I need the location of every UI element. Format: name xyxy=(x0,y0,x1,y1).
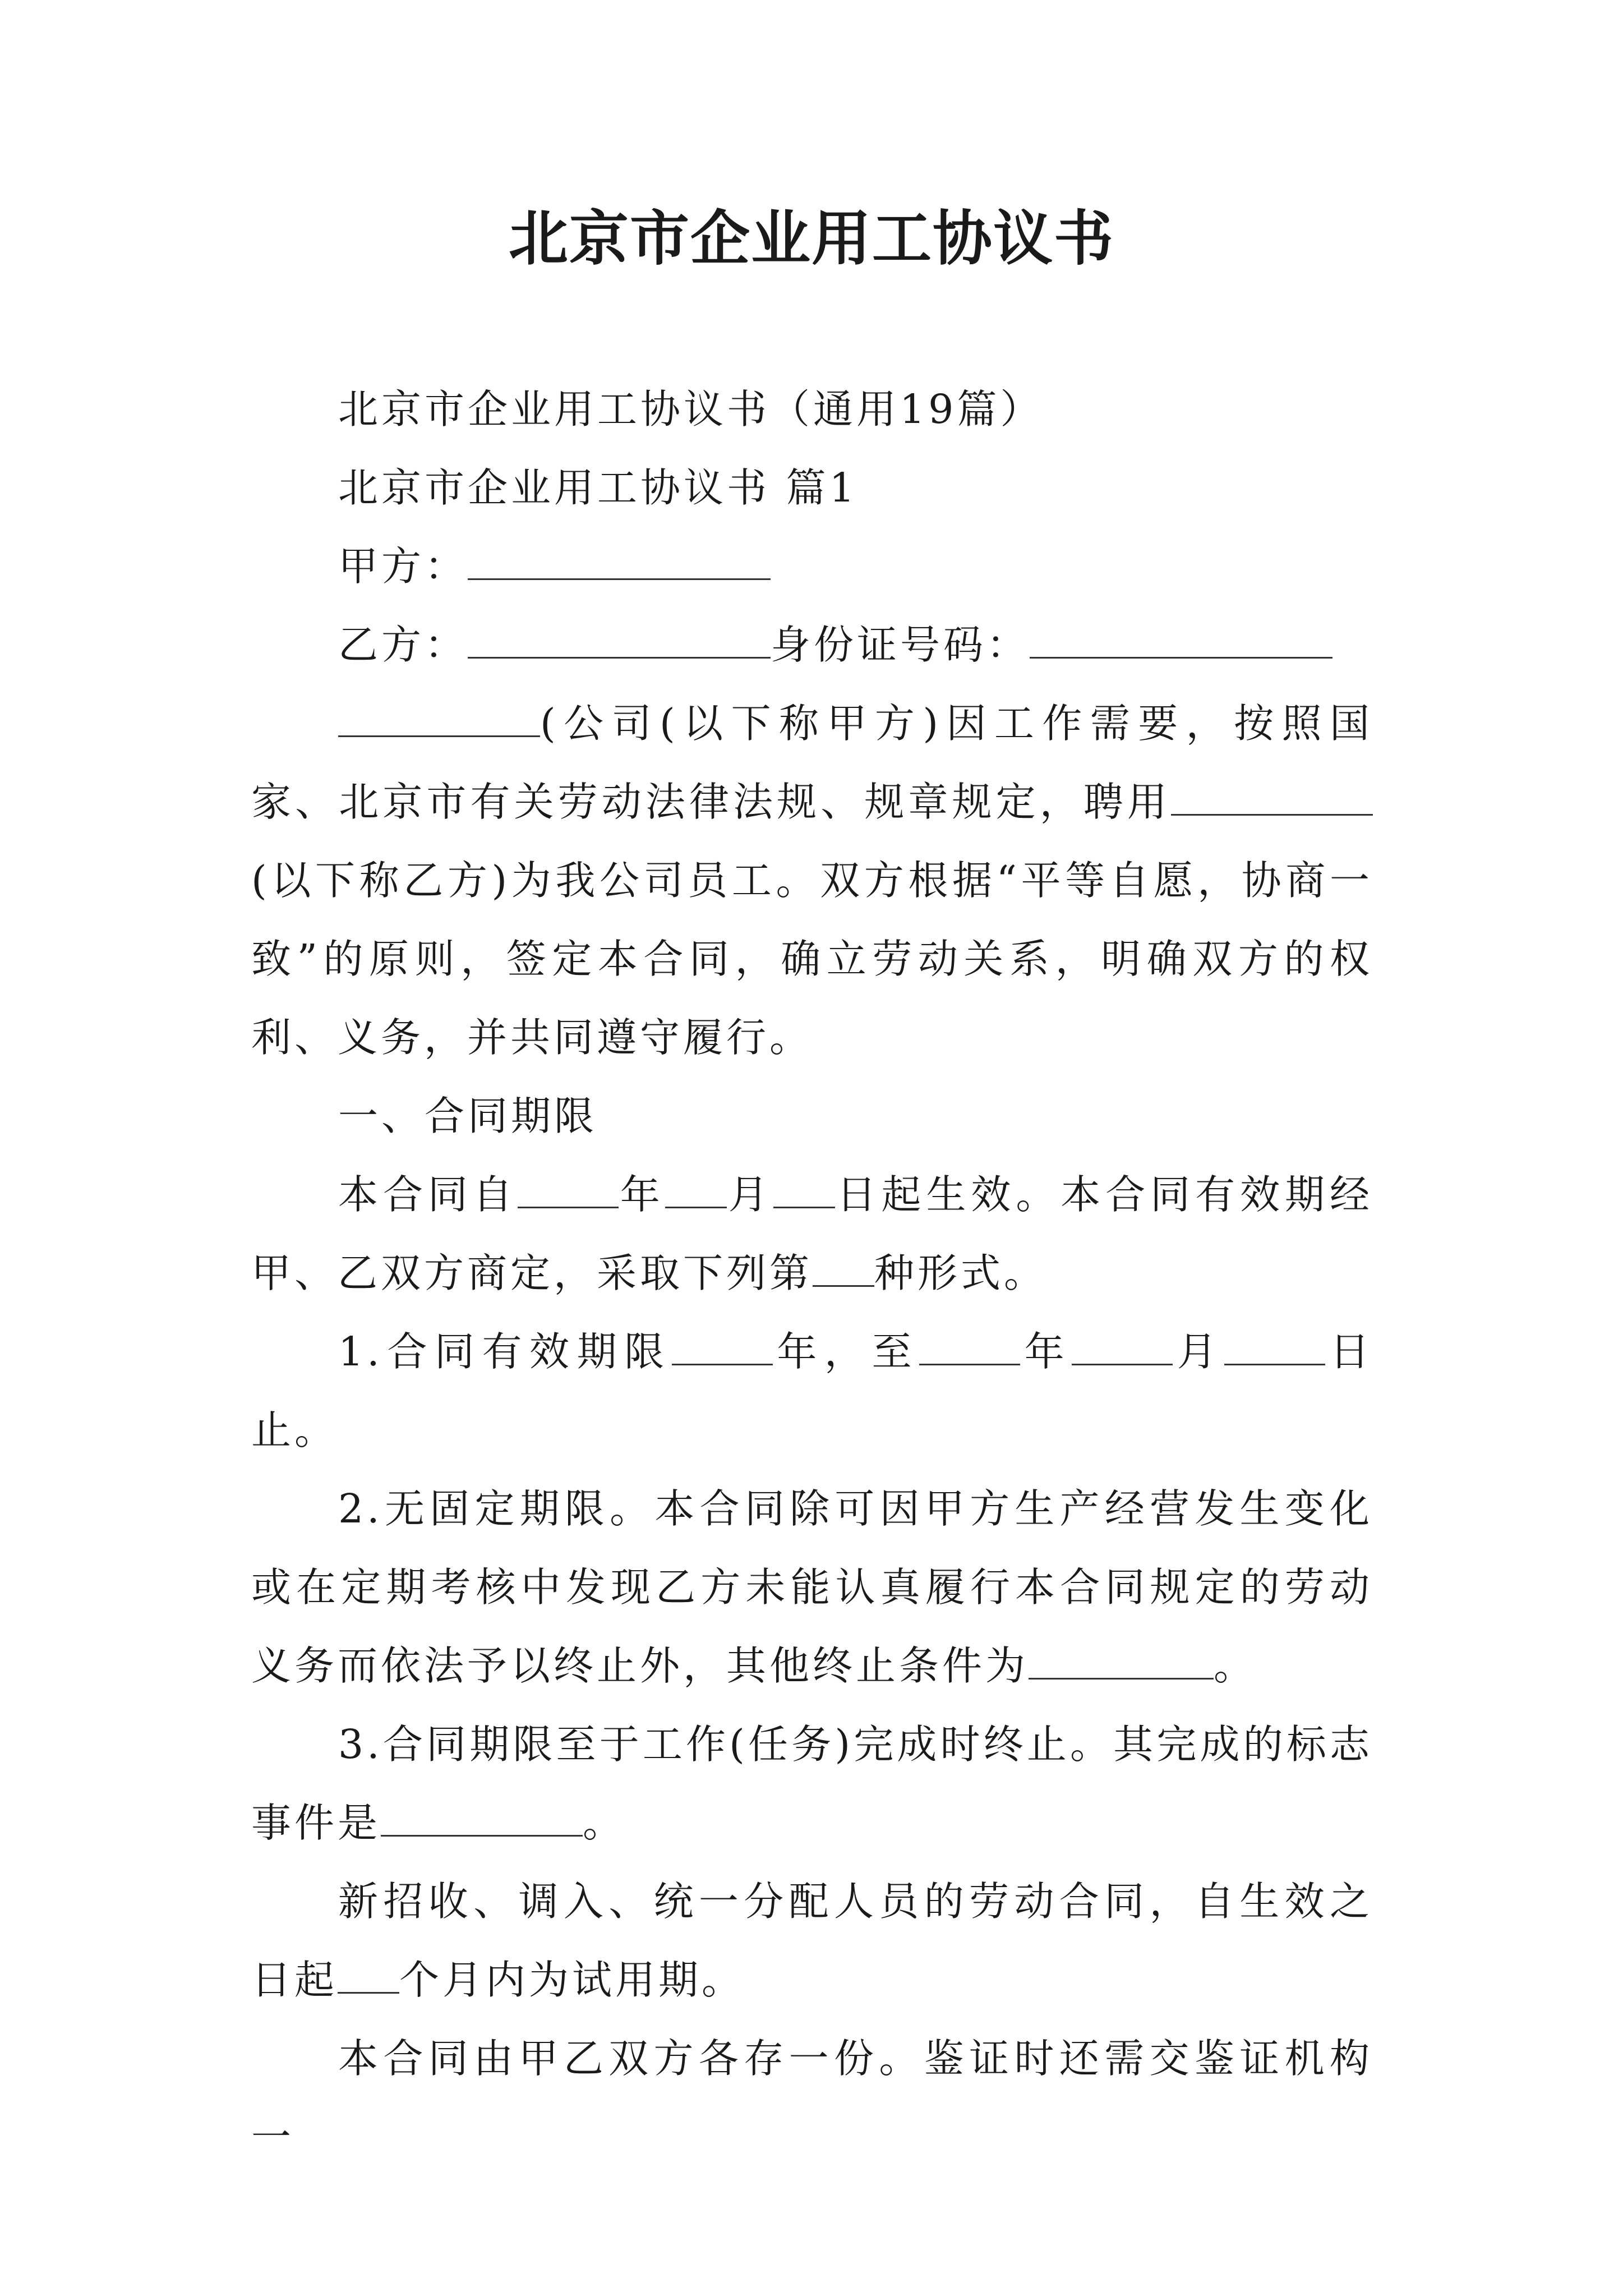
copies-paragraph: 本合同由甲乙双方各存一份。鉴证时还需交鉴证机构一 xyxy=(251,2035,1373,2160)
document-title: 北京市企业用工协议书 xyxy=(509,203,1114,273)
item-1-text-2: 年，至 xyxy=(772,1328,920,1375)
party-b-line xyxy=(251,606,1373,684)
effective-text-2: 年 xyxy=(618,1171,665,1218)
effective-text-5: 种形式。 xyxy=(874,1250,1048,1296)
intro-text-1: (公司(以下称甲方)因工作需要，按照国家、北京市有关劳动法律法规、规章规定，聘用 xyxy=(251,700,1373,825)
company-blank xyxy=(338,702,540,737)
effective-year-blank xyxy=(518,1173,619,1208)
section-heading: 北京市企业用工协议书 篇1 xyxy=(338,464,858,511)
item-1-paragraph xyxy=(251,1313,1373,1470)
effective-text-1: 本合同自 xyxy=(338,1171,518,1218)
item-3-paragraph xyxy=(251,1705,1373,1862)
form-number-blank xyxy=(813,1251,874,1287)
probation-text-1: 新招收、调入、统一分配人员的劳动合同，自生效之日起 xyxy=(251,1878,1373,2003)
effective-month-blank xyxy=(665,1173,727,1208)
item-1-text-3: 年 xyxy=(1020,1328,1072,1375)
end-year-blank xyxy=(919,1330,1020,1365)
document-body xyxy=(251,370,1373,2177)
item-1-text-1: 1.合同有效期限 xyxy=(338,1328,672,1375)
termination-condition-blank xyxy=(1029,1644,1214,1680)
item-2-text-1: 2.无固定期限。本合同除可因甲方生产经营发生变化或在定期考核中发现乙方未能认真履行本合同规定的劳动义务而依法予以终止外，其他终止条件为 xyxy=(251,1485,1373,1689)
term-years-blank xyxy=(672,1330,773,1365)
effective-text-4: 日起生效。本合同有效期经甲、乙双方商定，采取下列第 xyxy=(251,1171,1373,1296)
effective-date-paragraph xyxy=(251,1156,1373,1313)
probation-text-2: 个月内为试用期。 xyxy=(399,1957,745,2003)
probation-months-blank xyxy=(338,1958,399,1994)
party-b-blank xyxy=(468,623,771,659)
completion-event-blank xyxy=(381,1801,583,1837)
clause-1-heading: 一、合同期限 xyxy=(338,1093,598,1139)
party-a-line xyxy=(251,527,1373,606)
item-1-text-4: 月 xyxy=(1173,1328,1225,1375)
party-a-blank xyxy=(468,545,771,580)
item-1-text-5: 日止。 xyxy=(251,1328,1373,1453)
probation-paragraph xyxy=(251,1862,1373,2019)
effective-text-3: 月 xyxy=(726,1171,773,1218)
effective-day-blank xyxy=(773,1173,835,1208)
item-2-text-2: 。 xyxy=(1214,1642,1257,1689)
intro-text-2: (以下称乙方)为我公司员工。双方根据“平等自愿，协商一致”的原则，签定本合同，确立劳动关系，明确双方的权利、义务，并共同遵守履行。 xyxy=(251,857,1373,1061)
id-number-blank xyxy=(1030,623,1332,659)
end-month-blank xyxy=(1072,1330,1173,1365)
end-day-blank xyxy=(1224,1330,1325,1365)
employee-blank xyxy=(1171,780,1373,816)
intro-paragraph xyxy=(251,684,1373,1077)
id-number-label: 身份证号码： xyxy=(771,622,1030,668)
item-3-text-2: 。 xyxy=(583,1800,626,1846)
party-a-label: 甲方： xyxy=(338,543,468,590)
item-2-paragraph xyxy=(251,1470,1373,1705)
document-subtitle: 北京市企业用工协议书（通用19篇） xyxy=(338,386,1044,432)
item-3-text-1: 3.合同期限至于工作(任务)完成时终止。其完成的标志事件是 xyxy=(251,1721,1373,1846)
party-b-label: 乙方： xyxy=(338,622,468,668)
